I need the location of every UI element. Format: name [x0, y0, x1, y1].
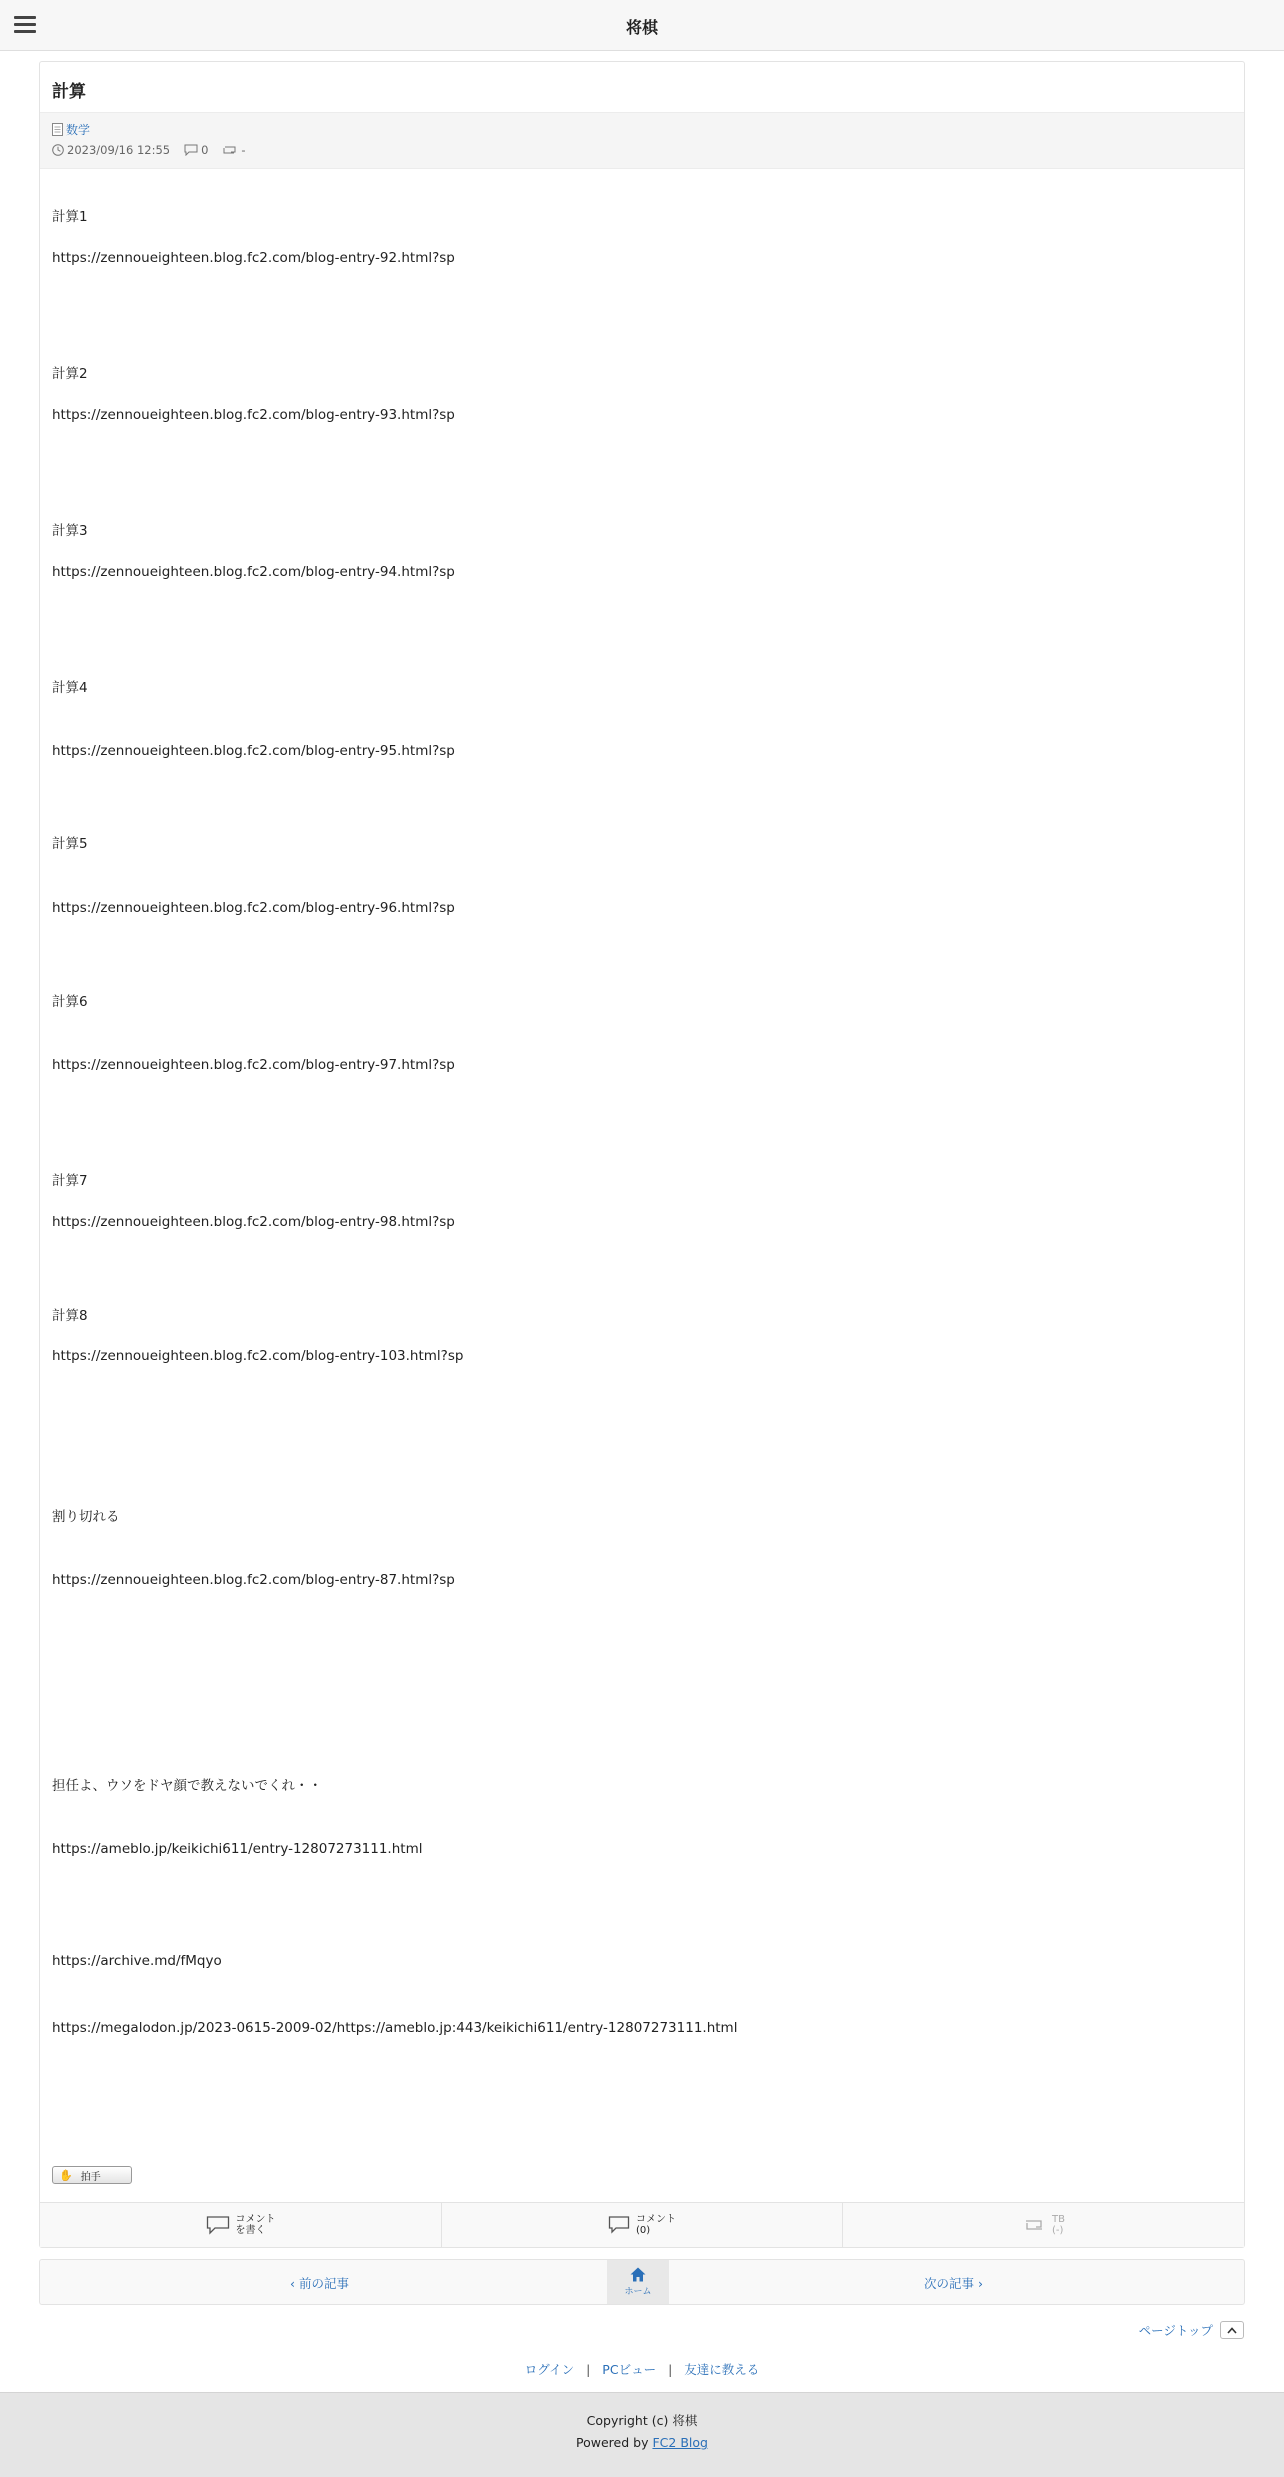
- body-link-8: https://zennoueighteen.blog.fc2.com/blog-entry-103.html?sp: [52, 1348, 464, 1364]
- comments-icon: [608, 2215, 630, 2235]
- trackback-button[interactable]: [843, 2203, 1244, 2247]
- trackback-count[interactable]: [222, 143, 245, 157]
- chevron-right-icon: ›: [974, 2276, 983, 2291]
- chevron-up-icon: [1220, 2321, 1244, 2339]
- page-top-link[interactable]: [1139, 2321, 1244, 2339]
- top-bar: [0, 0, 1284, 51]
- entry-pager: [39, 2259, 1245, 2305]
- comments-button[interactable]: [442, 2203, 842, 2247]
- comment-bubble-icon: [184, 144, 198, 156]
- write-comment-icon: [206, 2215, 230, 2235]
- fc2-blog-link[interactable]: FC2 Blog: [652, 2435, 708, 2450]
- entry-datetime: 2023/09/16 12:55: [67, 143, 171, 157]
- entry-action-bar: [40, 2202, 1244, 2247]
- category-link[interactable]: [52, 121, 90, 138]
- entry-meta: [40, 112, 1244, 169]
- body-heading-calc1: 計算1: [52, 209, 88, 225]
- comment-count[interactable]: [184, 143, 208, 157]
- home-icon: [630, 2267, 646, 2282]
- prev-entry-link[interactable]: [290, 2274, 349, 2292]
- clap-label: 拍手: [80, 2171, 101, 2183]
- body-link-6: https://zennoueighteen.blog.fc2.com/blog-entry-97.html?sp: [52, 1057, 455, 1073]
- write-comment-label-1: コメント: [235, 2214, 276, 2225]
- copyright-text: Copyright (c) 将棋: [586, 2413, 698, 2428]
- body-heading-divisible: 割り切れる: [52, 1509, 120, 1525]
- body-link-7: https://zennoueighteen.blog.fc2.com/blog-entry-98.html?sp: [52, 1214, 455, 1230]
- body-heading-calc6: 計算6: [52, 994, 88, 1010]
- entry-date: [52, 143, 170, 157]
- powered-by-prefix: Powered by: [576, 2435, 653, 2450]
- trackback-label-1: TB: [1052, 2214, 1065, 2225]
- powered-by: [0, 2435, 1284, 2450]
- next-entry-link[interactable]: [924, 2274, 983, 2292]
- clap-button[interactable]: [52, 2166, 132, 2184]
- trackback-icon: [222, 144, 238, 156]
- prev-entry-label: 前の記事: [298, 2276, 349, 2291]
- home-button[interactable]: [607, 2260, 669, 2304]
- body-link-12: https://megalodon.jp/2023-0615-2009-02/https://ameblo.jp:443/keikichi611/entry-12807273111.html: [52, 2020, 738, 2036]
- comments-label-1: コメント: [636, 2214, 676, 2225]
- write-comment-button[interactable]: [40, 2203, 441, 2247]
- body-link-2: https://zennoueighteen.blog.fc2.com/blog-entry-93.html?sp: [52, 407, 455, 423]
- body-link-9: https://zennoueighteen.blog.fc2.com/blog-entry-87.html?sp: [52, 1572, 455, 1588]
- trackback-count-value: -: [241, 143, 246, 157]
- entry-title: 計算: [52, 82, 86, 102]
- comments-label-2: (0): [636, 2225, 651, 2236]
- clap-hand-icon: ✋: [59, 2168, 73, 2182]
- category-document-icon: [52, 123, 63, 136]
- entry-card: [39, 61, 1245, 2248]
- clock-icon: [52, 144, 64, 156]
- body-teacher-note: 担任よ、ウソをドヤ顔で教えないでくれ・・: [52, 1778, 322, 1794]
- body-link-3: https://zennoueighteen.blog.fc2.com/blog-entry-94.html?sp: [52, 564, 455, 580]
- write-comment-label-2: を書く: [235, 2225, 266, 2236]
- page-top-label: ページトップ: [1138, 2323, 1213, 2338]
- body-link-10: https://ameblo.jp/keikichi611/entry-12807273111.html: [52, 1841, 423, 1857]
- tell-friend-link[interactable]: 友達に教える: [684, 2362, 760, 2377]
- body-link-11: https://archive.md/fMqyo: [52, 1953, 222, 1969]
- trackback-label-2: (-): [1052, 2225, 1064, 2236]
- body-heading-calc8: 計算8: [52, 1308, 88, 1324]
- login-link[interactable]: ログイン: [524, 2362, 575, 2377]
- body-heading-calc5: 計算5: [52, 836, 88, 852]
- chevron-left-icon: ‹: [290, 2276, 299, 2291]
- site-title[interactable]: 将棋: [625, 18, 658, 37]
- next-entry-label: 次の記事: [924, 2276, 975, 2291]
- trackback-action-icon: [1022, 2216, 1046, 2234]
- body-heading-calc4: 計算4: [52, 680, 88, 696]
- body-heading-calc3: 計算3: [52, 523, 88, 539]
- body-link-5: https://zennoueighteen.blog.fc2.com/blog-entry-96.html?sp: [52, 900, 455, 916]
- body-heading-calc2: 計算2: [52, 366, 88, 382]
- home-label: ホーム: [624, 2287, 652, 2297]
- pc-view-link[interactable]: PCビュー: [602, 2362, 657, 2377]
- body-heading-calc7: 計算7: [52, 1173, 88, 1189]
- body-link-4: https://zennoueighteen.blog.fc2.com/blog-entry-95.html?sp: [52, 743, 455, 759]
- comment-count-value: 0: [201, 143, 209, 157]
- category-label: 数学: [66, 123, 91, 137]
- footer-links: ログイン | PCビュー | 友達に教える: [524, 2362, 760, 2377]
- site-footer: [0, 2392, 1284, 2477]
- body-link-1: https://zennoueighteen.blog.fc2.com/blog-entry-92.html?sp: [52, 250, 455, 266]
